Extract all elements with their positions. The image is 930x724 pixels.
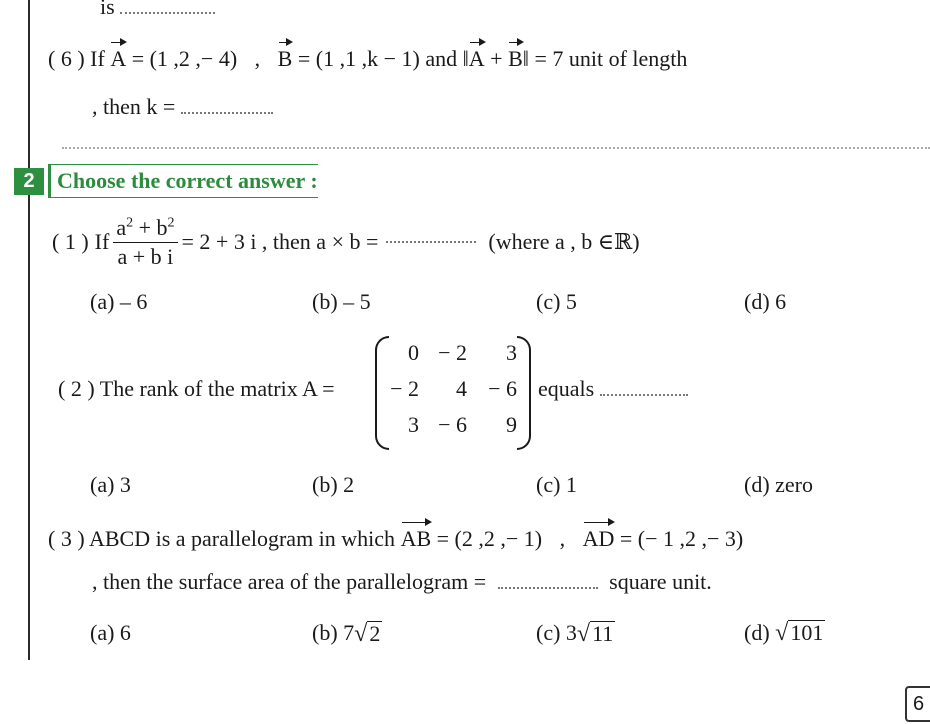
matrix-cell: 3 (506, 340, 517, 365)
section-title: Choose the correct answer : (48, 164, 318, 198)
text: The rank of the matrix A = (99, 376, 335, 401)
question-6-line1 (48, 46, 687, 72)
question-2-tail (538, 376, 688, 402)
vector-ad: AD (582, 526, 615, 551)
section-number-badge: 2 (14, 168, 44, 195)
answer-blank[interactable] (120, 12, 215, 14)
radical-expression (775, 620, 825, 645)
question-number: ( 6 ) (48, 46, 85, 71)
condition-text: (where a , b ∈ℝ) (488, 229, 640, 254)
option-c[interactable] (536, 620, 615, 646)
option-label: (d) (744, 620, 770, 646)
matrix-a (375, 336, 531, 448)
question-number: ( 3 ) (48, 526, 85, 551)
right-bracket (517, 336, 531, 450)
vector-a: A (110, 46, 127, 71)
radicand: 11 (592, 620, 614, 646)
question-2-lead (58, 376, 335, 402)
text: equals (538, 376, 595, 401)
page-number: 6 (905, 686, 930, 722)
option-label: (a) 6 (90, 620, 131, 645)
matrix-cell: − 2 (390, 376, 419, 401)
margin-rule (28, 0, 30, 660)
matrix-cell: 0 (408, 340, 419, 365)
sqrt-icon: √ (576, 621, 591, 647)
text: , then k = (92, 94, 176, 119)
question-number: ( 2 ) (58, 376, 95, 401)
norm-open: ‖ (462, 46, 469, 71)
answer-blank[interactable] (600, 394, 688, 396)
answer-blank[interactable] (181, 112, 273, 114)
option-d[interactable]: (d) zero (744, 472, 814, 497)
prev-question-tail (100, 0, 215, 20)
option-a[interactable]: (a) – 6 (90, 289, 148, 314)
radical-expression (566, 620, 615, 646)
separator: , (254, 46, 261, 71)
exponent: 2 (126, 216, 134, 232)
vector-ab-value: = (2 ,2 ,− 1) (436, 526, 543, 551)
fraction (113, 216, 177, 267)
coefficient: 3 (565, 620, 577, 645)
question-3-line2 (92, 569, 712, 595)
answer-blank[interactable] (498, 587, 598, 589)
matrix-cell: 3 (408, 412, 419, 437)
question-3-line1 (48, 526, 743, 552)
coefficient: 7 (343, 620, 355, 645)
vector-ad-value: = (− 1 ,2 ,− 3) (619, 526, 744, 551)
option-a[interactable]: (a) 3 (90, 472, 131, 497)
sqrt-icon: √ (775, 620, 789, 647)
text: If (90, 46, 105, 71)
vector-b-value: = (1 ,1 ,k − 1) and (297, 46, 458, 71)
var-b: + b (138, 215, 168, 241)
text: = 2 + 3 i , then a × b = (181, 229, 379, 254)
vector-b: B (277, 46, 293, 71)
radicand: 2 (369, 620, 381, 646)
prev-is-text: is (100, 0, 115, 19)
text: If (94, 229, 110, 254)
sqrt-icon: √ (354, 621, 368, 647)
norm-close: ‖ (522, 46, 529, 71)
matrix-cell: 4 (456, 376, 467, 401)
radical-expression (343, 620, 382, 646)
text: ABCD is a parallelogram in which (88, 526, 396, 551)
matrix-cell: − 6 (488, 376, 517, 401)
matrix-cell: − 2 (438, 340, 467, 365)
option-label: (c) (536, 620, 561, 645)
option-d[interactable] (744, 620, 825, 646)
fraction-denominator: a + b i (117, 243, 174, 269)
question-number: ( 1 ) (52, 229, 89, 254)
option-b[interactable] (312, 620, 382, 646)
option-d[interactable]: (d) 6 (744, 289, 787, 314)
option-c[interactable]: (c) 5 (536, 289, 577, 314)
matrix-cell: 9 (506, 412, 517, 437)
option-b[interactable]: (b) – 5 (312, 289, 371, 314)
plus-sign: + (490, 46, 503, 71)
separator: , (559, 526, 566, 551)
matrix-cell: − 6 (438, 412, 467, 437)
answer-blank[interactable] (386, 241, 476, 243)
vector-a: A (468, 46, 485, 71)
vector-ab: AB (400, 526, 432, 551)
option-a[interactable] (90, 620, 131, 646)
radicand: 101 (790, 620, 824, 645)
question-6-tail: = 7 unit of length (534, 46, 688, 71)
option-label: (b) (312, 620, 338, 645)
option-b[interactable]: (b) 2 (312, 472, 355, 497)
vector-b: B (508, 46, 523, 71)
question-1-line (52, 214, 640, 270)
option-c[interactable]: (c) 1 (536, 472, 577, 497)
question-6-line2 (92, 94, 273, 120)
vector-a-value: = (1 ,2 ,− 4) (131, 46, 238, 71)
text: , then the surface area of the parallelogram = (92, 569, 487, 594)
unit-text: square unit. (609, 569, 712, 594)
var-a: a (116, 215, 127, 241)
fraction-numerator (113, 216, 177, 242)
section-divider (62, 147, 930, 149)
exponent: 2 (167, 216, 175, 232)
